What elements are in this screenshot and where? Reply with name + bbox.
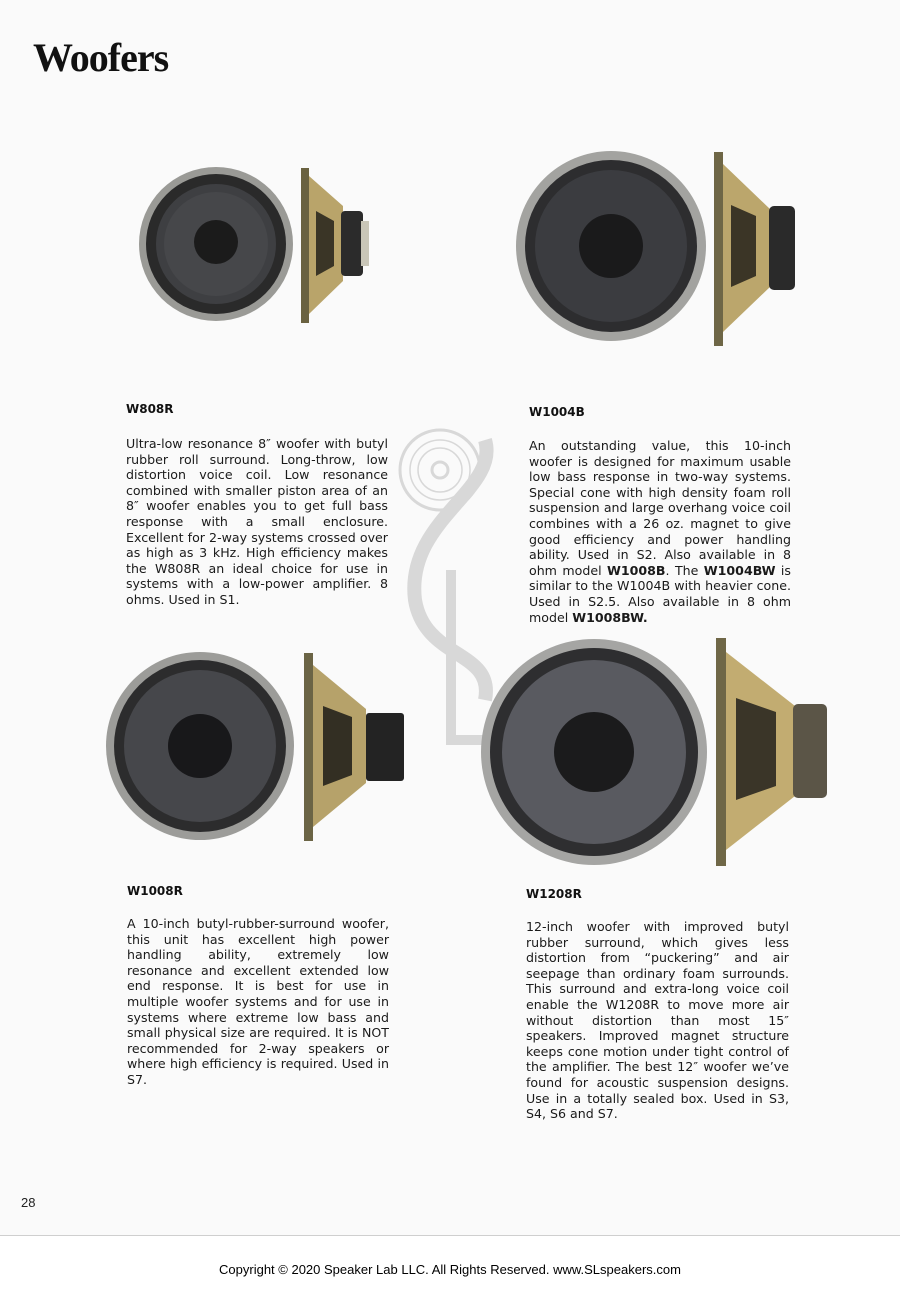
w1004b-model-label: W1004B: [529, 405, 585, 419]
description-run: An outstanding value, this 10-inch woofer is designed for maximum usable low bass response in two-way systems. Special cone with high density foam roll suspension and large overhang voice coil combines with a 26 oz. magnet to give good efficiency and power handling ability. Used in S2. Also available in 8 ohm model: [529, 438, 791, 578]
w1004b-front-photo: [516, 150, 801, 348]
description-run: is similar to the W1004B with heavier cone. Used in S2.5. Also available in 8 ohm model: [529, 562, 791, 625]
description-run: W1008BW.: [572, 609, 648, 625]
description-run: A 10-inch butyl-rubber-surround woofer, this unit has excellent high power handling ability, extremely low resonance and excellent extended low end response. It is best for use in multiple woofer systems and for use in systems where extreme low bass and small physical size are required. It is NOT recommended for 2-way speakers or where high efficiency is required. Used in S7.: [127, 916, 389, 1087]
description-run: W1008B: [606, 562, 666, 578]
description-run: Ultra-low resonance 8″ woofer with butyl rubber roll surround. Long-throw, low distortion voice coil. Low resonance combined with smaller piston area of an 8″ woofer enables you to get full bass response with a small enclosure. Excellent for 2-way systems crossed over as high as 3 kHz. High efficiency makes the W808R an ideal choice for use in systems with a low-power amplifier. 8 ohms. Used in S1.: [126, 436, 388, 607]
w808r-model-label: W808R: [126, 402, 174, 416]
w808r-description: [126, 436, 388, 608]
w808r-front-photo: [138, 166, 373, 326]
w1008r-description: [127, 916, 389, 1088]
w1004b-description: [529, 438, 791, 625]
page-number: 28: [21, 1195, 36, 1210]
w1008r-front-photo: [104, 651, 409, 843]
description-run: W1004BW: [703, 562, 776, 578]
description-run: 12-inch woofer with improved butyl rubber surround, which gives less distortion from “puckering” and air seepage than ordinary foam surrounds. This surround and extra-long voice coil enable the W1208R to move more air without distortion than most 15″ speakers. Improved magnet structure keeps cone motion under tight control of the amplifier. The best 12″ woofer we’ve found for acoustic suspension designs. Use in a totally sealed box. Used in S3, S4, S6 and S7.: [526, 919, 789, 1122]
w1208r-model-label: W1208R: [526, 887, 582, 901]
description-run: . The: [665, 562, 704, 578]
w1208r-description: [526, 919, 789, 1122]
page-title: Woofers: [33, 35, 169, 80]
w1208r-front-photo: [480, 636, 835, 868]
footer-divider: [0, 1235, 900, 1236]
copyright-footer: Copyright © 2020 Speaker Lab LLC. All Rights Reserved. www.SLspeakers.com: [219, 1262, 681, 1277]
w1008r-model-label: W1008R: [127, 884, 183, 898]
